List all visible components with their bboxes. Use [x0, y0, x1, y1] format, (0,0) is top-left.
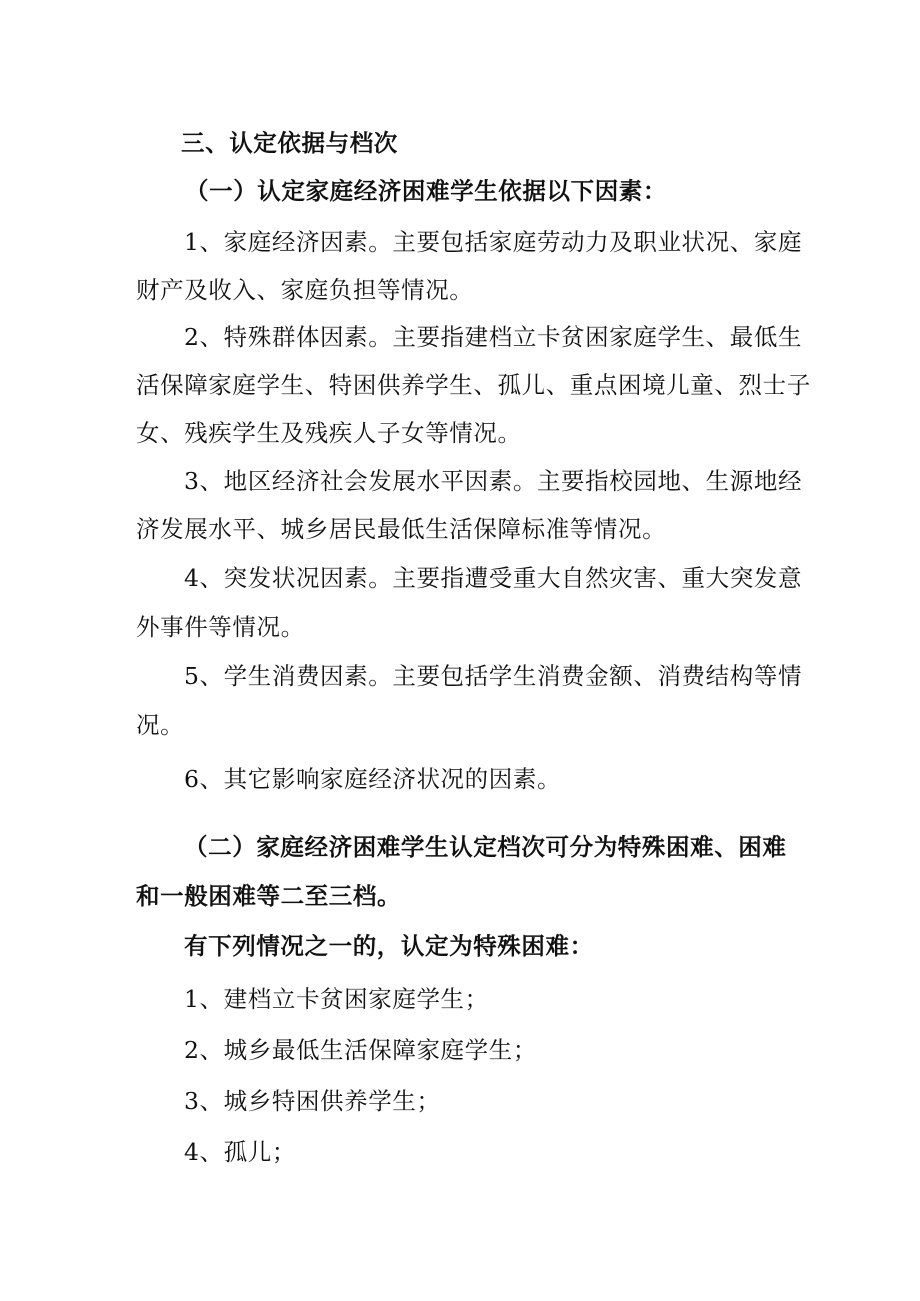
factor-2-line-3: 女、残疾学生及残疾人子女等情况。: [136, 419, 522, 447]
special-item-1: 1、建档立卡贫困家庭学生；: [184, 985, 489, 1013]
section-title: 三、认定依据与档次: [181, 129, 398, 157]
factor-4-line-2: 外事件等情况。: [136, 613, 305, 641]
factor-3-line-1: 3、地区经济社会发展水平因素。主要指校园地、生源地经: [184, 467, 803, 495]
subsection-two-heading-line-2: 和一般困难等二至三档。: [136, 882, 402, 910]
factor-5-line-2: 况。: [136, 711, 185, 739]
factor-4-line-1: 4、突发状况因素。主要指遭受重大自然灾害、重大突发意: [184, 564, 803, 592]
special-item-3: 3、城乡特困供养学生；: [184, 1087, 441, 1115]
subsection-two-heading-line-1: （二）家庭经济困难学生认定档次可分为特殊困难、困难: [184, 833, 787, 861]
special-item-2: 2、城乡最低生活保障家庭学生；: [184, 1036, 537, 1064]
factor-2-line-1: 2、特殊群体因素。主要指建档立卡贫困家庭学生、最低生: [184, 323, 803, 351]
factor-5-line-1: 5、学生消费因素。主要包括学生消费金额、消费结构等情: [184, 662, 803, 690]
factor-1-line-2: 财产及收入、家庭负担等情况。: [136, 276, 474, 304]
subsection-one-heading: （一）认定家庭经济困难学生依据以下因素：: [185, 177, 667, 205]
special-difficulty-intro: 有下列情况之一的，认定为特殊困难：: [184, 932, 594, 960]
factor-6-line-1: 6、其它影响家庭经济状况的因素。: [184, 765, 562, 793]
factor-2-line-2: 活保障家庭学生、特困供养学生、孤儿、重点困境儿童、烈士子: [136, 371, 811, 399]
factor-3-line-2: 济发展水平、城乡居民最低生活保障标准等情况。: [136, 515, 667, 543]
factor-1-line-1: 1、家庭经济因素。主要包括家庭劳动力及职业状况、家庭: [184, 228, 803, 256]
special-item-4: 4、孤儿；: [184, 1138, 296, 1166]
